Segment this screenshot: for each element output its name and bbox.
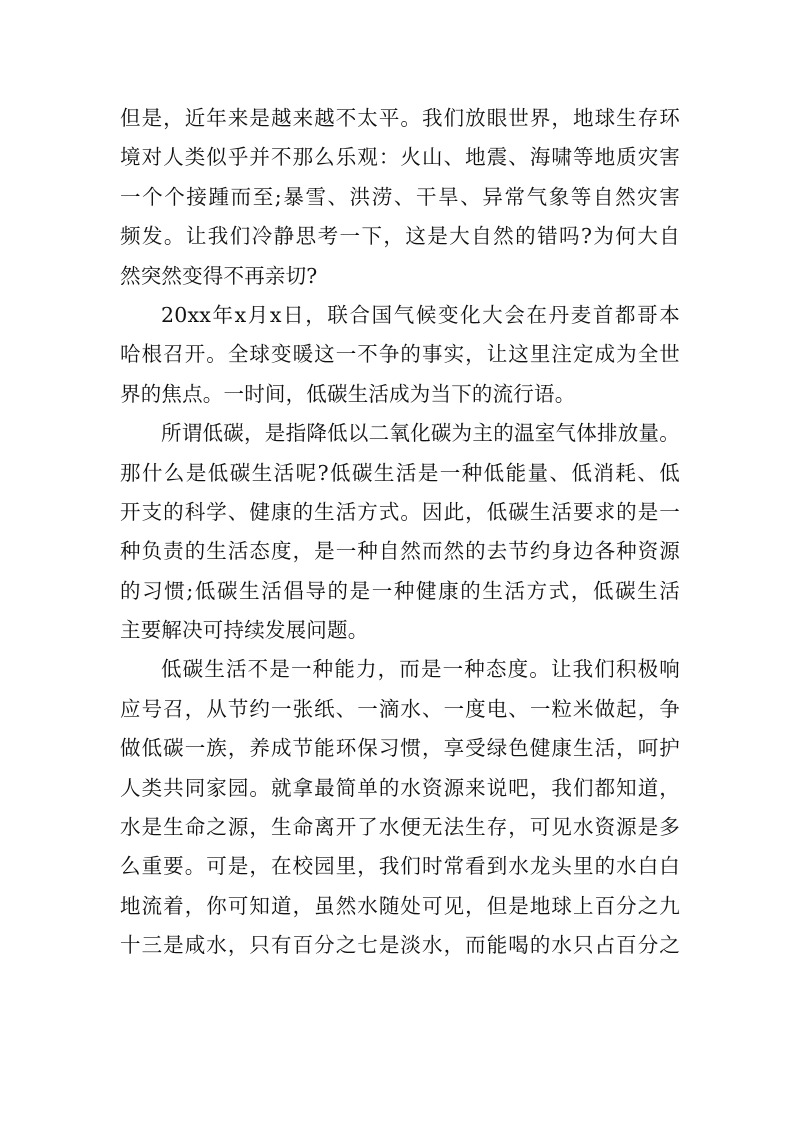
text-line: 么重要。可是，在校园里，我们时常看到水龙头里的水白白 [120,854,680,879]
text-line: 哈根召开。全球变暖这一不争的事实，让这里注定成为全世 [120,342,680,367]
text-line: 境对人类似乎并不那么乐观：火山、地震、海啸等地质灾害 [120,145,680,170]
text-line: 种负责的生活态度，是一种自然而然的去节约身边各种资源 [120,539,680,564]
text-line: 一个个接踵而至;暴雪、洪涝、干旱、异常气象等自然灾害 [120,184,680,209]
body-text [120,99,680,966]
text-line: 应号召，从节约一张纸、一滴水、一度电、一粒米做起，争 [120,696,680,721]
text-line: 开支的科学、健康的生活方式。因此，低碳生活要求的是一 [120,499,680,524]
text-line: 那什么是低碳生活呢?低碳生活是一种低能量、低消耗、低 [120,460,680,485]
text-line: 主要解决可持续发展问题。 [120,618,369,643]
text-line: 但是，近年来是越来越不太平。我们放眼世界，地球生存环 [120,106,680,130]
text-line: 水是生命之源，生命离开了水便无法生存，可见水资源是多 [120,815,680,840]
text-line: 十三是咸水，只有百分之七是淡水，而能喝的水只占百分之 [120,933,680,958]
text-line: 频发。让我们冷静思考一下，这是大自然的错吗?为何大自 [120,224,680,249]
text-line: 做低碳一族，养成节能环保习惯，享受绿色健康生活，呵护 [120,736,680,761]
paragraph-first-line: 所谓低碳，是指降低以二氧化碳为主的温室气体排放量。 [161,421,680,446]
text-line: 的习惯;低碳生活倡导的是一种健康的生活方式，低碳生活 [120,578,680,603]
text-line: 地流着，你可知道，虽然水随处可见，但是地球上百分之九 [120,893,680,918]
text-line: 界的焦点。一时间，低碳生活成为当下的流行语。 [120,381,576,406]
paragraph-first-line: 低碳生活不是一种能力，而是一种态度。让我们积极响 [161,657,680,682]
paragraph-first-line: 20xx年x月x日，联合国气候变化大会在丹麦首都哥本 [161,302,680,327]
text-line: 人类共同家园。就拿最简单的水资源来说吧，我们都知道， [120,775,680,800]
text-line: 然突然变得不再亲切? [120,263,318,288]
